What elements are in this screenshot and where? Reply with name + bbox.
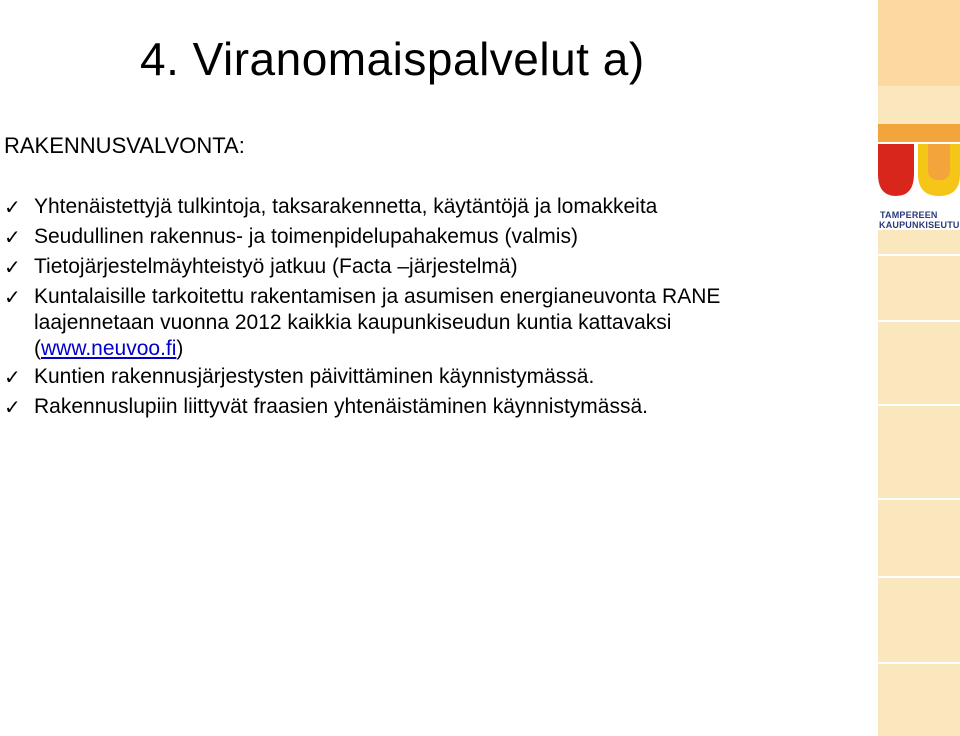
list-item-text: Tietojärjestelmäyhteistyö jatkuu (Facta –järjestelmä) xyxy=(34,255,518,278)
energy-line-2: laajennetaan vuonna 2012 kaikkia kaupunkiseudun kuntia kattavaksi xyxy=(34,311,672,334)
list-item-text: Seudullinen rakennus- ja toimenpidelupahakemus (valmis) xyxy=(34,225,578,248)
list-item-text xyxy=(34,284,864,362)
band-stripe xyxy=(878,498,960,500)
check-icon: ✓ xyxy=(4,255,21,279)
list-item-text: Kuntien rakennusjärjestysten päivittäminen käynnistymässä. xyxy=(34,365,595,388)
section-heading: RAKENNUSVALVONTA: xyxy=(4,133,245,158)
check-icon: ✓ xyxy=(4,395,21,419)
list-item xyxy=(4,194,864,220)
check-icon: ✓ xyxy=(4,225,21,249)
list-item xyxy=(4,394,864,420)
list-item xyxy=(4,224,864,250)
list-item xyxy=(4,364,864,390)
check-icon: ✓ xyxy=(4,365,21,389)
band-stripe xyxy=(878,576,960,578)
energy-line-1: Kuntalaisille tarkoitettu rakentamisen ja asumisen energianeuvonta RANE xyxy=(34,285,721,308)
band-stripe xyxy=(878,662,960,664)
side-decoration-band xyxy=(878,0,960,736)
band-stripe xyxy=(878,404,960,406)
logo-line-1: TAMPEREEN xyxy=(880,210,938,220)
list-item-energy xyxy=(4,284,864,362)
neuvoo-link[interactable]: www.neuvoo.fi xyxy=(41,337,177,360)
band-stripe xyxy=(878,254,960,256)
list-item-text: Yhtenäistettyjä tulkintoja, taksarakennetta, käytäntöjä ja lomakkeita xyxy=(34,195,658,218)
logo-caption xyxy=(879,210,960,230)
list-item-text: Rakennuslupiin liittyvät fraasien yhtenäistäminen käynnistymässä. xyxy=(34,395,648,418)
bullet-list xyxy=(4,194,864,424)
open-paren: ( xyxy=(34,337,41,360)
close-paren: ) xyxy=(176,337,184,360)
check-icon: ✓ xyxy=(4,195,21,219)
logo-mark-icon xyxy=(878,140,960,210)
list-item xyxy=(4,254,864,280)
check-icon: ✓ xyxy=(4,285,21,309)
side-top-block xyxy=(878,0,960,86)
band-stripe xyxy=(878,320,960,322)
logo-line-2: KAUPUNKISEUTU xyxy=(879,220,960,230)
tampereen-kaupunkiseutu-logo xyxy=(878,124,960,230)
slide-title: 4. Viranomaispalvelut a) xyxy=(140,33,645,85)
